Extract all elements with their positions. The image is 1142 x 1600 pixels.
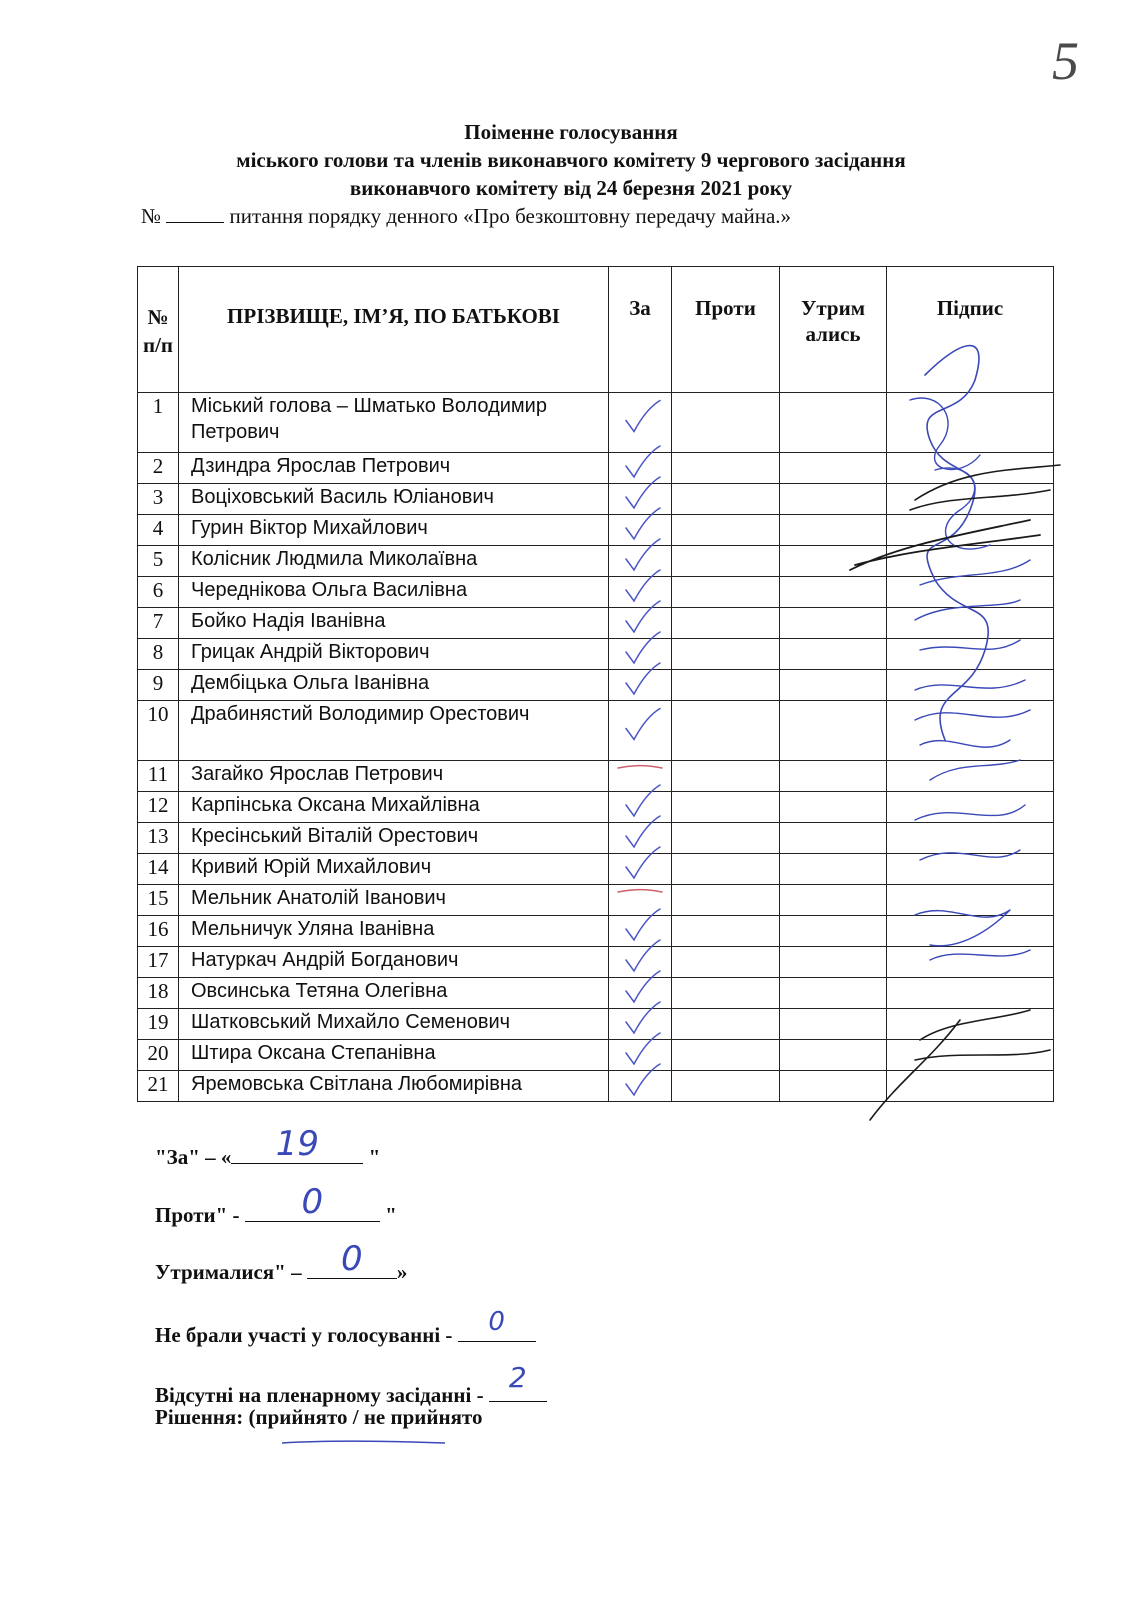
vote-abstain-cell [780,978,887,1009]
vote-for-cell [609,823,672,854]
vote-against-cell [672,1040,780,1071]
vote-for-cell [609,885,672,916]
summary-abstain [155,1239,408,1285]
vote-for-cell [609,670,672,701]
summary-for-end: " [368,1145,381,1169]
member-name: Драбинястий Володимир Орестович [179,701,609,761]
signature-cell [887,947,1054,978]
table-row [138,608,1054,639]
row-number: 13 [138,823,179,854]
vote-for-cell [609,854,672,885]
row-number: 16 [138,916,179,947]
column-header-number: № п/п [138,267,179,393]
table-row [138,761,1054,792]
vote-for-cell [609,701,672,761]
column-header-name: ПРІЗВИЩЕ, ІМ’Я, ПО БАТЬКОВІ [179,267,609,393]
decision-underline [280,1437,450,1447]
member-name: Штира Оксана Степанівна [179,1040,609,1071]
row-number: 8 [138,639,179,670]
table-row [138,453,1054,484]
row-number: 21 [138,1071,179,1102]
vote-against-cell [672,916,780,947]
vote-abstain-cell [780,701,887,761]
signature-cell [887,453,1054,484]
row-number: 1 [138,393,179,453]
vote-for-cell [609,916,672,947]
vote-for-cell [609,1009,672,1040]
vote-for-cell [609,546,672,577]
member-name: Воціховський Василь Юліанович [179,484,609,515]
signature-cell [887,978,1054,1009]
member-name: Карпінська Оксана Михайлівна [179,792,609,823]
vote-against-cell [672,670,780,701]
agenda-number-sign: № [140,204,161,228]
column-header-abstain: Утрим ались [780,267,887,393]
vote-against-cell [672,761,780,792]
member-name: Бойко Надія Іванівна [179,608,609,639]
table-row [138,792,1054,823]
agenda-line [0,202,1142,230]
row-number: 5 [138,546,179,577]
column-header-signature: Підпис [887,267,1054,393]
vote-against-cell [672,1071,780,1102]
summary-absent-value: 2 [508,1361,527,1394]
vote-abstain-cell [780,823,887,854]
column-header-for: За [609,267,672,393]
agenda-text: питання порядку денного «Про безкоштовну передачу майна.» [229,204,792,228]
row-number: 9 [138,670,179,701]
vote-against-cell [672,885,780,916]
vote-abstain-cell [780,608,887,639]
vote-against-cell [672,515,780,546]
table-row [138,393,1054,453]
summary-against-label: Проти" - [155,1203,240,1227]
signature-cell [887,1009,1054,1040]
signature-cell [887,1040,1054,1071]
summary-decision [155,1405,482,1430]
row-number: 11 [138,761,179,792]
signature-cell [887,885,1054,916]
summary-abstain-blank [307,1239,397,1279]
summary-for [155,1124,381,1170]
row-number: 18 [138,978,179,1009]
vote-for-cell [609,639,672,670]
vote-table-header [138,267,1054,393]
member-name: Мельник Анатолій Іванович [179,885,609,916]
summary-for-label: "За" – « [155,1145,232,1169]
member-name: Овсинська Тетяна Олегівна [179,978,609,1009]
vote-abstain-cell [780,639,887,670]
document-subtitle-line-1: міського голови та членів виконавчого комітету 9 чергового засідання [236,148,906,172]
row-number: 10 [138,701,179,761]
summary-for-value: 19 [275,1124,320,1164]
row-number: 19 [138,1009,179,1040]
agenda-number-blank [166,204,224,223]
vote-for-cell [609,608,672,639]
member-name: Міський голова – Шматько Володимир Петрович [179,393,609,453]
vote-for-cell [609,761,672,792]
table-row [138,670,1054,701]
summary-for-blank [231,1124,363,1164]
vote-abstain-cell [780,761,887,792]
signature-cell [887,577,1054,608]
summary-against-blank [245,1182,380,1222]
table-row [138,701,1054,761]
document-title: Поіменне голосування [464,120,678,144]
row-number: 17 [138,947,179,978]
summary-abstain-end: » [396,1260,408,1284]
summary-against-value: 0 [301,1182,324,1222]
table-row [138,854,1054,885]
vote-for-cell [609,1040,672,1071]
vote-abstain-cell [780,1009,887,1040]
vote-for-cell [609,577,672,608]
vote-abstain-cell [780,670,887,701]
vote-for-cell [609,453,672,484]
member-name: Яремовська Світлана Любомирівна [179,1071,609,1102]
column-header-against: Проти [672,267,780,393]
vote-against-cell [672,1009,780,1040]
member-name: Загайко Ярослав Петрович [179,761,609,792]
row-number: 6 [138,577,179,608]
vote-against-cell [672,546,780,577]
table-row [138,639,1054,670]
table-row [138,1040,1054,1071]
summary-not-voted [155,1307,536,1348]
signature-cell [887,515,1054,546]
vote-against-cell [672,577,780,608]
summary-absent-blank [489,1361,547,1402]
vote-against-cell [672,639,780,670]
vote-abstain-cell [780,453,887,484]
signature-cell [887,916,1054,947]
vote-against-cell [672,854,780,885]
signature-cell [887,701,1054,761]
vote-abstain-cell [780,484,887,515]
member-name: Шатковський Михайло Семенович [179,1009,609,1040]
row-number: 4 [138,515,179,546]
vote-table [137,266,1054,1102]
signature-cell [887,761,1054,792]
signature-cell [887,484,1054,515]
member-name: Череднікова Ольга Василівна [179,577,609,608]
member-name: Кривий Юрій Михайлович [179,854,609,885]
vote-against-cell [672,453,780,484]
summary-against [155,1182,397,1228]
vote-abstain-cell [780,854,887,885]
table-row [138,978,1054,1009]
signature-cell [887,854,1054,885]
row-number: 15 [138,885,179,916]
signature-cell [887,546,1054,577]
table-row [138,515,1054,546]
summary-not-voted-blank [458,1307,536,1342]
row-number: 3 [138,484,179,515]
vote-against-cell [672,484,780,515]
vote-abstain-cell [780,577,887,608]
vote-against-cell [672,978,780,1009]
table-row [138,916,1054,947]
signature-cell [887,608,1054,639]
table-row [138,1009,1054,1040]
table-row [138,947,1054,978]
vote-abstain-cell [780,916,887,947]
member-name: Колісник Людмила Миколаївна [179,546,609,577]
vote-for-cell [609,792,672,823]
vote-for-cell [609,484,672,515]
summary-abstain-label: Утрималися" – [155,1260,302,1284]
member-name: Кресінський Віталій Орестович [179,823,609,854]
row-number: 14 [138,854,179,885]
vote-for-cell [609,1071,672,1102]
vote-abstain-cell [780,515,887,546]
member-name: Грицак Андрій Вікторович [179,639,609,670]
member-name: Гурин Віктор Михайлович [179,515,609,546]
table-row [138,1071,1054,1102]
document-header [0,118,1142,230]
vote-abstain-cell [780,792,887,823]
vote-table-body [138,393,1054,1102]
row-number: 2 [138,453,179,484]
summary-against-end: " [385,1203,397,1227]
vote-abstain-cell [780,885,887,916]
signature-cell [887,1071,1054,1102]
vote-abstain-cell [780,546,887,577]
vote-abstain-cell [780,393,887,453]
summary-absent [155,1361,547,1408]
row-number: 7 [138,608,179,639]
vote-against-cell [672,393,780,453]
signature-cell [887,670,1054,701]
vote-abstain-cell [780,1040,887,1071]
table-row [138,577,1054,608]
signature-cell [887,792,1054,823]
vote-against-cell [672,947,780,978]
member-name: Дзиндра Ярослав Петрович [179,453,609,484]
summary-absent-label: Відсутні на пленарному засіданні - [155,1383,484,1407]
vote-against-cell [672,823,780,854]
summary-abstain-value: 0 [341,1239,363,1279]
vote-abstain-cell [780,1071,887,1102]
vote-against-cell [672,792,780,823]
member-name: Дембіцька Ольга Іванівна [179,670,609,701]
vote-for-cell [609,393,672,453]
summary-decision-label: Рішення: (прийнято / не прийнято [155,1405,483,1429]
vote-against-cell [672,701,780,761]
row-number: 20 [138,1040,179,1071]
summary-not-voted-label: Не брали участі у голосуванні - [155,1323,453,1347]
vote-for-cell [609,978,672,1009]
vote-for-cell [609,515,672,546]
member-name: Мельничук Уляна Іванівна [179,916,609,947]
member-name: Натуркач Андрій Богданович [179,947,609,978]
vote-against-cell [672,608,780,639]
signature-cell [887,393,1054,453]
signature-cell [887,823,1054,854]
table-row [138,484,1054,515]
summary-not-voted-value: 0 [488,1307,505,1337]
row-number: 12 [138,792,179,823]
vote-for-cell [609,947,672,978]
vote-abstain-cell [780,947,887,978]
page-number-handwritten: 5 [1052,31,1079,91]
table-row [138,823,1054,854]
signature-cell [887,639,1054,670]
table-row [138,885,1054,916]
document-subtitle-line-2: виконавчого комітету від 24 березня 2021 року [349,176,793,200]
table-row [138,546,1054,577]
